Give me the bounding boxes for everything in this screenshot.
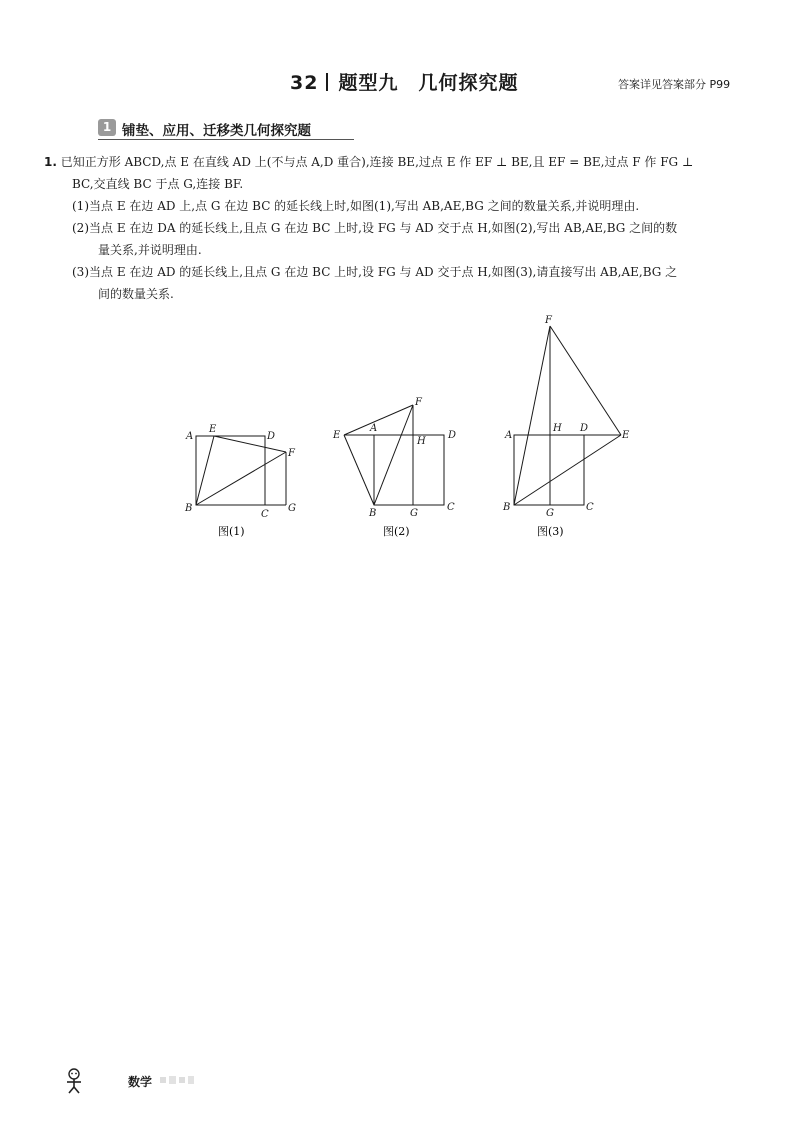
fig1-label-C: C (261, 509, 269, 520)
footer-watermark (160, 1074, 194, 1086)
fig1-label-B: B (185, 503, 193, 514)
fig2-label-F: F (415, 397, 422, 408)
subquestion-3-cont: 间的数量关系. (98, 287, 174, 301)
fig2-label-C: C (447, 502, 455, 513)
fig1-label-D: D (267, 431, 276, 442)
fig3-label-E: E (622, 430, 630, 441)
fig3-label-F: F (545, 315, 552, 326)
fig2-label-B: B (369, 508, 377, 519)
footer-subject: 数学 (128, 1075, 153, 1089)
subquestion-2: (2)当点 E 在边 DA 的延长线上,且点 G 在边 BC 上时,设 FG 与 AD 交于点 H,如图(2),写出 AB,AE,BG 之间的数 (72, 221, 678, 235)
figure-2-drawing (344, 405, 444, 505)
section-number-badge: 1 (98, 119, 116, 136)
subquestion-1: (1)当点 E 在边 AD 上,点 G 在边 BC 的延长线上时,如图(1),写出 AB,AE,BG 之间的数量关系,并说明理由. (72, 199, 640, 213)
fig1-label-A: A (186, 431, 194, 442)
question-text: 已知正方形 ABCD,点 E 在直线 AD 上(不与点 A,D 重合),连接 BE,过点 E 作 EF ⊥ BE,且 EF = BE,过点 F 作 FG ⊥ (60, 155, 694, 169)
fig1-label-F: F (288, 448, 295, 459)
fig3-label-B: B (503, 502, 511, 513)
fig1-label-E: E (209, 424, 217, 435)
question-line-2: BC,交直线 BC 于点 G,连接 BF. (72, 177, 244, 191)
fig3-label-C: C (586, 502, 594, 513)
answer-reference: 答案详见答案部分 P99 (618, 78, 731, 91)
subquestion-2-cont: 量关系,并说明理由. (98, 243, 202, 257)
page-number: 32 (290, 72, 319, 94)
fig3-label-D: D (580, 423, 589, 434)
fig1-label-G: G (288, 503, 296, 514)
fig3-label-G: G (546, 508, 554, 519)
subquestion-3: (3)当点 E 在边 AD 的延长线上,且点 G 在边 BC 上时,设 FG 与 AD 交于点 H,如图(3),请直接写出 AB,AE,BG 之 (72, 265, 678, 279)
chapter-title: 题型九 几何探究题 (338, 72, 519, 94)
fig3-label-H: H (553, 423, 562, 434)
fig2-label-D: D (448, 430, 457, 441)
fig2-label-G: G (410, 508, 418, 519)
geometry-figures (0, 0, 800, 560)
section-title: 铺垫、应用、迁移类几何探究题 (122, 123, 311, 139)
question-number: 1. (44, 155, 57, 169)
mascot-logo-icon (64, 1068, 84, 1094)
figure-3-caption: 图(3) (537, 525, 564, 538)
figure-1-drawing (196, 436, 286, 505)
fig2-label-H: H (417, 436, 426, 447)
fig2-label-E: E (333, 430, 341, 441)
fig2-label-A: A (370, 423, 378, 434)
figure-1-caption: 图(1) (218, 525, 245, 538)
figure-3-drawing (514, 326, 621, 505)
figure-2-caption: 图(2) (383, 525, 410, 538)
fig3-label-A: A (505, 430, 513, 441)
